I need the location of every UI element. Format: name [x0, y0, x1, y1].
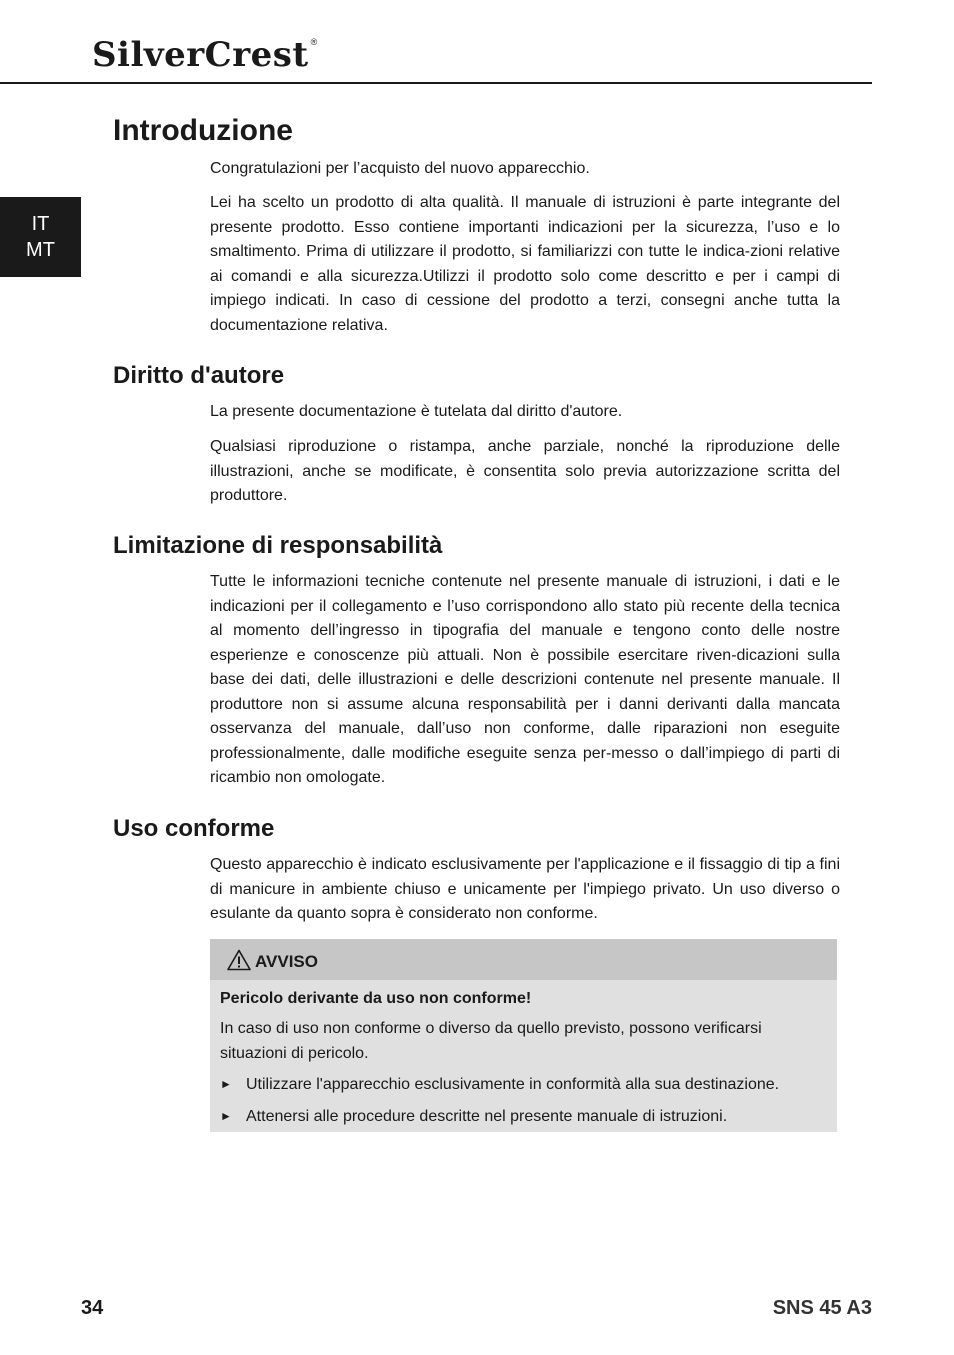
language-tab-line-1: IT: [31, 213, 50, 235]
warning-bullet: [220, 1073, 830, 1096]
warning-bullet: [220, 1105, 830, 1128]
warning-bullet-text: Utilizzare l'apparecchio esclusivamente in conformità alla sua destinazione.: [246, 1076, 780, 1093]
warning-triangle-icon: [227, 949, 251, 971]
brand-logo-text: SilverCrest: [92, 35, 309, 75]
bullet-arrow-icon: ►: [220, 1077, 232, 1091]
brand-logo: [92, 35, 318, 75]
language-tab: [0, 197, 81, 277]
copyright-heading: Diritto d'autore: [113, 362, 285, 389]
copyright-paragraph-2: Qualsiasi riproduzione o ristampa, anche parziale, nonché la riproduzione delle illustrazioni, anche se modificate, è consentita solo previa autorizzazione scritta del produttore.: [210, 438, 840, 504]
registered-mark: ®: [310, 37, 318, 47]
page-title: Introduzione: [113, 114, 293, 147]
warning-header: [210, 939, 837, 980]
header-rule: [0, 82, 872, 84]
model-number: SNS 45 A3: [772, 1297, 872, 1319]
language-tab-line-2: MT: [26, 239, 55, 261]
intended-use-paragraph: Questo apparecchio è indicato esclusivamente per l'applicazione e il fissaggio di tip a fini di manicure in ambiente chiuso e unicamente per l'impiego privato. Un uso diverso o esulante da quanto sopra è considerato non conforme.: [210, 856, 840, 922]
warning-bullet-text: Attenersi alle procedure descritte nel presente manuale di istruzioni.: [246, 1108, 728, 1125]
page-number: 34: [81, 1297, 104, 1319]
bullet-arrow-icon: ►: [220, 1109, 232, 1123]
warning-label: AVVISO: [255, 952, 318, 971]
intended-use-heading: Uso conforme: [113, 815, 275, 842]
liability-paragraph: Tutte le informazioni tecniche contenute nel presente manuale di istruzioni, i dati e le indicazioni per il collegamento e l’uso corrispondono allo stato più recente della tecnica al momento dell’ingresso in tipografia del manuale e tengono conto delle nostre esperienze e conoscenze più attuali. Non è possibile esercitare riven-dicazioni sulla base dei dati, delle illustrazioni e delle descrizioni contenute nel presente manuale. Il produttore non si assume alcuna responsabilità per i danni derivanti dalla mancata osservanza del manuale, dall’uso non conforme, dalle riparazioni non eseguite professionalmente, dalle modifiche eseguite senza per-messo o dall’impiego di parti di ricambio non omologate.: [210, 573, 840, 786]
copyright-paragraph-1: La presente documentazione è tutelata dal diritto d'autore.: [210, 403, 623, 420]
warning-text: In caso di uso non conforme o diverso da quello previsto, possono verificarsi situazioni di pericolo.: [220, 1020, 762, 1062]
intro-paragraph-1: Congratulazioni per l’acquisto del nuovo apparecchio.: [210, 160, 590, 177]
liability-heading: Limitazione di responsabilità: [113, 532, 443, 559]
warning-box: [210, 939, 837, 1132]
warning-subtitle: Pericolo derivante da uso non conforme!: [220, 990, 532, 1007]
intro-paragraph-2: Lei ha scelto un prodotto di alta qualità. Il manuale di istruzioni è parte integrante del presente prodotto. Esso contiene importanti indicazioni per la sicurezza, l’uso e lo smaltimento. Prima di utilizzare il prodotto, si familiarizzi con tutte le indica-zioni relative ai comandi e alla sicurezza.Utilizzi il prodotto solo come descritto e per i campi di impiego indicati. In caso di cessione del prodotto a terzi, consegni anche tutta la documentazione relativa.: [210, 194, 840, 334]
